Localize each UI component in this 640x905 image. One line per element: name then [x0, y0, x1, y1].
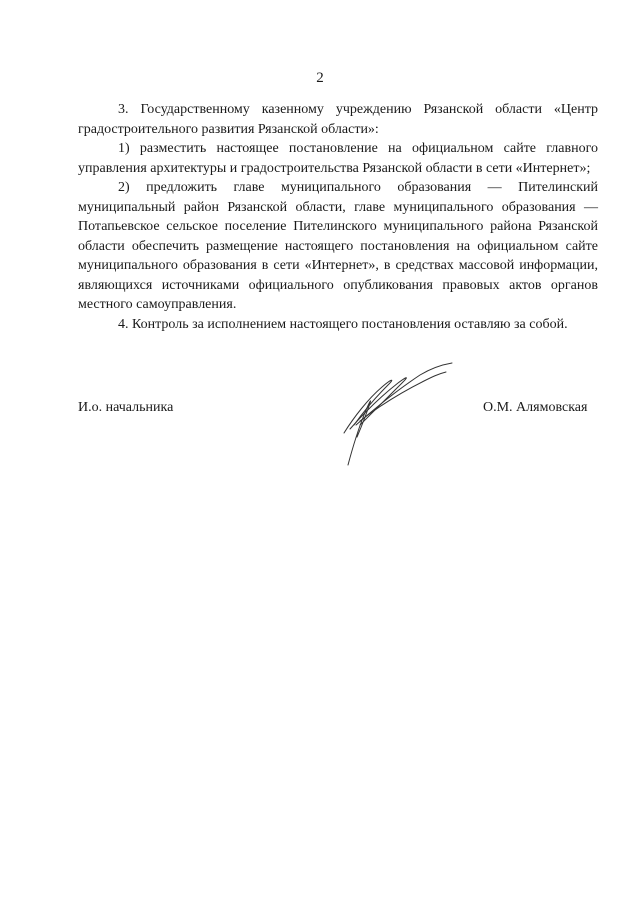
paragraph-item-3: 3. Государственному казенному учреждению Рязанской области «Центр градостроительного развития Рязанской области»:	[78, 102, 598, 137]
paragraph-item-4: 4. Контроль за исполнением настоящего постановления оставляю за собой.	[118, 316, 568, 332]
paragraph-subitem-1: 1) разместить настоящее постановление на официальном сайте главного управления архитектуры и градостроительства Рязанской области в сети «Интернет»;	[78, 141, 598, 176]
handwritten-signature-icon	[330, 355, 460, 470]
document-body	[78, 100, 598, 334]
signatory-name: О.М. Алямовская	[483, 400, 588, 415]
paragraph-subitem-2: 2) предложить главе муниципального образования — Пителинский муниципальный район Рязанской области, главе муниципального образования — Потапьевское сельское поселение Пителинского муниципального района Рязанской области обеспечить размещение настоящего постановления на официальном сайте муниципального образования в сети «Интернет», в средствах массовой информации, являющихся источниками официального опубликования правовых актов органов местного самоуправления.	[78, 180, 598, 312]
signatory-title: И.о. начальника	[78, 400, 174, 415]
page-number: 2	[316, 70, 324, 86]
